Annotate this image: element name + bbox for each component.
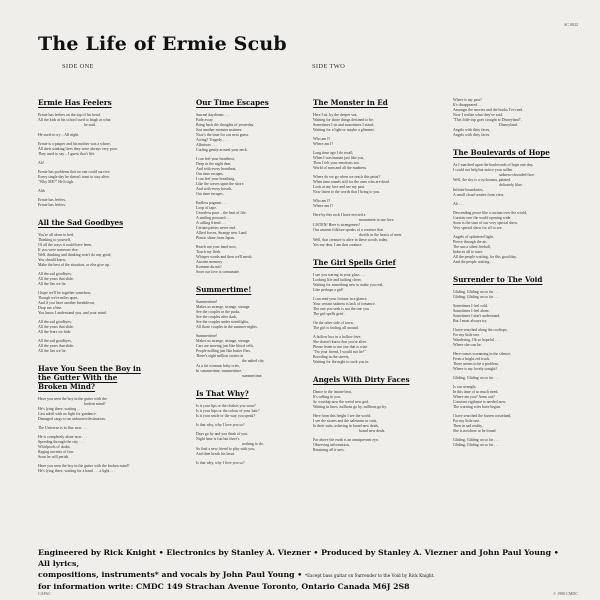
lyric-line: The sun a silent fireball, — [453, 245, 491, 249]
lyric-line: Is it your hips or the colour of your hair? — [196, 409, 260, 413]
lyric-line: Induces all to stare. — [453, 250, 484, 254]
lyric-stanza — [38, 189, 142, 194]
lyric-line: Wandering, Oh so hopeful . . . — [453, 338, 500, 342]
lyric-line: Have you seen the boy in the gutter with the — [38, 397, 107, 401]
lyric-line: Now's the time for our next guest. — [196, 133, 249, 137]
lyric-stanza — [196, 334, 300, 379]
lyrics-column-1 — [38, 98, 142, 484]
lyric-line: Touch my flesh. — [196, 250, 222, 254]
lyric-stanza — [453, 163, 557, 198]
song-title: Surrender to The Void — [453, 275, 543, 284]
lyric-line: As a fat womans baby cries, — [196, 364, 240, 368]
lyric-line: "I'm your friend, I would not lie!" — [313, 350, 366, 354]
lyric-stanza — [38, 339, 142, 354]
lyric-line: Makes us strange, strange, strange. — [196, 339, 251, 343]
lyric-line: Is that why, why I love you so? — [196, 461, 245, 465]
lyric-line: Ermie has feelers, — [38, 198, 66, 202]
lyric-stanza — [313, 213, 417, 248]
album-title: The Life of Ermie Scub — [38, 33, 287, 55]
catalog-number: SC 8022 — [564, 22, 578, 27]
lyric-line: When time stands still for the ones who are dead. — [313, 180, 390, 184]
lyric-stanza — [313, 390, 417, 410]
lyric-line: Soon he will perish. — [38, 455, 70, 459]
lyric-line: People milling just like butter flies. — [196, 349, 251, 353]
lyric-line: Our time escapes. — [196, 172, 224, 176]
lyric-stanza — [38, 272, 142, 287]
song — [38, 218, 142, 354]
lyric-line: All the people waiting, for this good day, — [453, 255, 517, 259]
lyric-line: All the sad goodbyes, — [38, 272, 72, 276]
lyric-stanza — [453, 235, 557, 265]
song — [313, 98, 417, 248]
lyric-line: So worship now the weird new god. — [313, 400, 370, 404]
lyric-line: Angels of splintered light, — [453, 235, 494, 239]
lyric-stanza — [313, 113, 417, 133]
lyric-stanza — [313, 137, 417, 147]
lyric-line: Sometimes I sit and sometimes I stand, — [313, 123, 374, 127]
song — [453, 98, 557, 138]
lyric-line: The one you seek is not the one you — [313, 307, 369, 311]
lyric-stanza — [196, 300, 300, 330]
lyric-line: Certain parties never end. — [196, 226, 236, 230]
lyric-line: I have searched along the rooftops, — [453, 328, 508, 332]
lyric-line: Dance to the insane beat, — [313, 390, 352, 394]
lyric-line: Speeding through the city . . . — [38, 440, 84, 444]
lyric-line: Thinking to yourself, — [38, 238, 71, 242]
lyric-line: brand new deals. — [359, 429, 386, 433]
lyric-stanza — [196, 432, 300, 457]
credits — [38, 547, 568, 592]
song-title: Angels With Dirty Faces — [313, 375, 410, 384]
lyric-stanza — [453, 328, 557, 348]
lyric-stanza — [313, 151, 417, 171]
lyric-line: All their stinking lives they were always very poor. — [38, 147, 118, 151]
lyric-stanza — [313, 321, 417, 331]
lyric-stanza — [38, 464, 142, 474]
lyric-line: I can read your fortune in a glance. — [313, 297, 368, 301]
lyric-line: In summertime, summertime, — [196, 369, 243, 373]
lyric-line: Who am I? — [313, 137, 331, 141]
lyric-stanza — [196, 113, 300, 153]
lyric-stanza — [38, 397, 142, 422]
lyric-line: Long time ago I do recall, — [313, 151, 354, 155]
song-title: Have You Seen the Boy in the Gutter With the Broken Mind? — [38, 364, 141, 391]
lyric-stanza — [313, 438, 417, 453]
lyric-stanza — [38, 435, 142, 460]
lyric-line: Deep in the night dear. — [196, 162, 232, 166]
lyric-line: Now listen to the words that I bring to you. — [313, 190, 381, 194]
lyric-line: Ermie is a pauper and his mother was a whore. — [38, 142, 111, 146]
lyric-line: Where am I? — [313, 204, 334, 208]
lyric-line: All the sad goodbyes, — [38, 339, 72, 343]
lyric-line: Looking life and lacking cheer, — [313, 278, 362, 282]
credits-footnote: *Except bass guitar on Surrender to the Void by Rick Knight. — [304, 573, 435, 578]
side-one-label: SIDE ONE — [62, 63, 94, 70]
lyric-line: summertime. — [242, 374, 263, 378]
lyric-line: I can feel your breathing, — [196, 177, 236, 181]
lyric-line: Retaining all it sees. — [313, 448, 345, 452]
lyric-line: Ermie has feelers. — [38, 203, 66, 207]
song-title: Is That Why? — [196, 389, 249, 398]
lyric-line: Here I sit, by the deeper sea, — [313, 113, 358, 117]
lyric-line: Waiting in lines, millions go by, millions go by. — [313, 405, 387, 409]
lyric-line: He's lying there, waiting for a hand . . . a light . . . — [38, 469, 116, 473]
lyric-line: A calling friend . . . — [196, 221, 227, 225]
lyric-line: sadness-shrouded face. — [499, 173, 535, 177]
lyric-line: Curtain over the world opening wide. — [453, 216, 512, 220]
lyric-line: Your certain sadness is lack of romance. — [313, 302, 376, 306]
lyric-line: Then I felt your emotions too. — [313, 161, 360, 165]
lyric-line: Well, the sky is a cyclorama, painted — [453, 178, 511, 182]
lyric-line: Sometimes I don't understand, — [453, 314, 501, 318]
lyric-line: Days go by and you think of you. — [196, 432, 249, 436]
song-title: Our Time Escapes — [196, 98, 269, 107]
lyric-line: It's calling to you. — [313, 395, 341, 399]
lyric-line: Gliding, Gliding on so far . . . — [453, 443, 500, 447]
lyric-line: Is that why, why I love you so? — [196, 423, 245, 427]
lyric-line: All the kids at his school used to laugh at what — [38, 118, 111, 122]
song-title: The Boulevards of Hope — [453, 148, 550, 157]
lyric-stanza — [453, 414, 557, 434]
song — [453, 148, 557, 265]
lyric-stanza — [38, 161, 142, 166]
lyric-line: Where are you? Arms out? — [453, 395, 495, 399]
lyric-line: All the fears we hide. — [38, 330, 72, 334]
lyric-stanza — [196, 423, 300, 428]
lyric-line: Drop me a line. — [38, 306, 63, 310]
lyric-stanza — [313, 273, 417, 293]
lyric-line: All the years that slide. — [38, 277, 74, 281]
lyric-line: Sometimes I feel cold. — [453, 304, 489, 308]
lyric-line: Where do we go when we reach this point? — [313, 175, 381, 179]
lyric-line: Make the best of the situation, or else give up. — [38, 263, 110, 267]
lyric-line: I see the stones and the salesmen in suits, — [313, 419, 378, 423]
credits-line-3: for information write: CMDC 149 Strachan Avenue Toronto, Ontario Canada M6J 2S8 — [38, 582, 410, 591]
lyric-line: broken mind? — [84, 402, 106, 406]
lyric-line: Cars are moving just like blood cells, — [196, 344, 255, 348]
lyric-line: Here from this height I see the world. — [313, 414, 372, 418]
lyric-line: It's disappeared . . . — [453, 103, 483, 107]
song-title: All the Sad Goodbyes — [38, 218, 124, 227]
lyric-line: Descending peace like a curtain over the world, — [453, 211, 528, 215]
lyric-line: Here comes screaming in the silence, — [453, 352, 511, 356]
lyric-line: Pierce through the air. — [453, 240, 488, 244]
lyric-line: Kommst du mit! — [196, 265, 222, 269]
lyric-line: Gliding, Gliding on so far . . . — [453, 438, 500, 442]
lyric-line: Just another monster matinee. — [196, 128, 243, 132]
lyric-line: Ahh — [38, 189, 45, 193]
lyric-line: Yes my dear, I am that creature. — [313, 243, 363, 247]
lyric-line: Surreal daydream . . . — [196, 113, 230, 117]
lyric-line: In this time of so much need, — [453, 390, 499, 394]
song — [196, 389, 300, 466]
lyric-line: Reach out your hand now, — [196, 245, 237, 249]
lyric-line: Ermie has feelers on the top of his head, — [38, 113, 101, 117]
credits-line-2-text: compositions, instruments* and vocals by John Paul Young • — [38, 570, 303, 579]
lyric-stanza — [313, 297, 417, 317]
lyric-line: Ah . . . — [453, 202, 464, 206]
lyric-line: A smiling postcard . . . — [196, 216, 232, 220]
lyric-line: Ancient memory . . . — [196, 260, 229, 264]
lyric-line: She is nowhere to be found. — [453, 429, 497, 433]
lyric-line: Observing information, — [313, 443, 350, 447]
lyric-line: And with every heartbeat, — [196, 167, 237, 171]
lyric-line: Curling gently around your neck. — [196, 148, 248, 152]
lyric-line: Fade away. — [196, 118, 214, 122]
lyric-line: Raging torrents of fear. — [38, 450, 75, 454]
lyric-stanza — [453, 376, 557, 381]
lyric-line: Gliding, Gliding on so far . . . — [453, 295, 500, 299]
lyric-line: Endless pageant . . . — [196, 201, 228, 205]
lyric-line: All the years that slide. — [38, 344, 74, 348]
lyric-line: "Why ME?" He'd sigh. — [38, 180, 74, 184]
lyric-line: Is our strength, — [453, 385, 477, 389]
lyric-line: Waiting for a light or maybe a glimmer. — [313, 128, 375, 132]
lyric-line: Look at my face and see my past. — [313, 185, 366, 189]
lyric-line: For my little one. — [453, 419, 481, 423]
lyric-line: And with every breath, — [196, 187, 232, 191]
lyric-line: All the lies we lie. — [38, 349, 67, 353]
lyric-line: When I was human just like you, — [313, 156, 365, 160]
lyric-line: Soon is the start of our very special show, — [453, 221, 518, 225]
lyric-line: he said. — [84, 123, 96, 127]
lyric-line: But I must always try. — [453, 319, 488, 323]
lyric-line: LISTEN! Here is strangeness! — [313, 223, 360, 227]
lyric-line: Summertime! — [196, 334, 218, 338]
lyric-line: And then break his heart. — [196, 452, 236, 456]
lyric-line: The girl is fooling all around. — [313, 326, 359, 330]
lyric-line: Though we're miles apart, — [38, 296, 79, 300]
lyric-line: A hollow box in a hollow hive, — [313, 335, 362, 339]
song-title: The Monster in Ed — [313, 98, 388, 107]
lyric-line: A small cloud creates from view. — [453, 193, 505, 197]
lyric-line: Where am I? — [313, 142, 334, 146]
lyric-line: All the lies we lie. — [38, 282, 67, 286]
lyric-line: See the couples after dark, — [196, 315, 238, 319]
lyric-line: They used to say – I guess that's life. — [38, 152, 96, 156]
lyric-stanza — [38, 320, 142, 335]
lyric-stanza — [453, 438, 557, 448]
lyric-line: In their suits, ushering in brand new deals, — [313, 424, 380, 428]
lyric-line: Ah! — [38, 161, 45, 165]
lyric-line: She doesn't know that you're alive. — [313, 340, 368, 344]
lyric-line: The warning cries have begun. — [453, 405, 501, 409]
lyric-stanza — [453, 98, 557, 138]
lyric-line: If you were someone else. — [38, 248, 79, 252]
lyric-line: Every single day he doesn't want to stay alive. — [38, 175, 110, 179]
lyrics-column-2 — [196, 98, 300, 476]
song — [196, 285, 300, 379]
lyric-line: Well, that creature is alive in these woods today. — [313, 238, 389, 242]
lyric-line: See the couples under streetlights, — [196, 320, 250, 324]
lyric-line: Loop of tape. — [196, 206, 217, 210]
lyric-line: Sometimes I feel alone. — [453, 309, 490, 313]
footer-copyright: © 1980 CMDC — [553, 591, 578, 596]
lyric-line: Angels with dirty faces, — [453, 128, 491, 132]
song — [38, 98, 142, 208]
lyric-line: Gliding, Gliding on so far . . . — [453, 376, 500, 380]
lyric-line: Please listen to me one that is wise. — [313, 345, 369, 349]
lyric-line: Have you seen the boy in the gutter with the broken mind? — [38, 464, 130, 468]
lyric-stanza — [313, 335, 417, 365]
song — [313, 258, 417, 365]
lyric-line: You're all alone in bed, — [38, 233, 74, 237]
lyric-stanza — [38, 426, 142, 431]
lyric-line: delicately blue. — [499, 183, 523, 187]
lyric-line: Is it your lips or the clothes you wear? — [196, 404, 256, 408]
lyric-line: All those couples in the summer nights. — [196, 325, 258, 329]
lyric-line: Makes us strange, strange, strange. — [196, 305, 251, 309]
lyric-line: Cast adrift with no light for guidance. — [38, 412, 97, 416]
lyric-line: Brooding in the streets, — [313, 355, 350, 359]
lyric-line: For my little one. — [453, 333, 481, 337]
lyric-line: Like perhaps a girl! — [313, 288, 344, 292]
lyric-line: Constant vigilance is needed now, — [453, 400, 507, 404]
lyric-line: Bring back the thoughts of yesterday. — [196, 123, 255, 127]
lyric-stanza — [38, 233, 142, 268]
lyric-line: There's eight million stories in — [196, 354, 244, 358]
lyrics-column-3 — [313, 98, 417, 463]
lyric-line: Of all the ways it could have been, — [38, 243, 93, 247]
lyric-line: The girl spells grief. — [313, 312, 345, 316]
lyric-line: Allied forces, Strange new Land — [196, 231, 247, 235]
lyric-stanza — [453, 385, 557, 410]
lyric-line: On the other side of town, — [313, 321, 354, 325]
lyric-stanza — [38, 198, 142, 208]
lyric-line: All the years that slide. — [38, 325, 74, 329]
lyric-line: The Universe is in flux now . . . — [38, 426, 88, 430]
lyric-line: "This little trip goes straight to Disneyland", — [453, 118, 522, 122]
lyric-line: Waiting for the night to suck you in. — [313, 360, 370, 364]
lyric-line: Waiting for something new to make you real, — [313, 283, 384, 287]
lyric-line: So find a new friend to play with you, — [196, 447, 256, 451]
side-two-label: SIDE TWO — [312, 63, 346, 70]
lyric-line: Ermie has problems that no one could survive. — [38, 170, 111, 174]
lyric-stanza — [196, 201, 300, 241]
credits-line-1: Engineered by Rick Knight • Electronics by Stanley A. Viezner • Produced by Stanley A. Viezner and John Paul Young • All lyrics, — [38, 548, 559, 568]
lyric-line: I can feel your heartbeat, — [196, 157, 235, 161]
lyric-line: Damaged cargo to an unknown destination. — [38, 417, 106, 421]
song — [38, 364, 142, 474]
lyric-line: Soon our love is consumate. — [196, 270, 240, 274]
lyric-stanza — [313, 414, 417, 434]
lyric-line: Where she can be. — [453, 343, 482, 347]
lyric-line: I could not help but notice your sullen — [453, 168, 513, 172]
lyric-line: From a bright red truck. — [453, 357, 491, 361]
lyric-stanza — [196, 461, 300, 466]
lyric-line: nothing to do. — [242, 442, 264, 446]
lyric-line: Our ancient folklore speaks of a creature that — [313, 228, 384, 232]
lyric-line: Waiting for those things destined to be. — [313, 118, 374, 122]
song — [196, 98, 300, 275]
lyric-line: See the couples in the parks, — [196, 310, 241, 314]
lyric-line: Who am I? — [313, 199, 331, 203]
lyric-line: Amongst the movies and the books I've read. — [453, 108, 524, 112]
lyric-line: I hope we'll be together somehow, — [38, 291, 92, 295]
lyric-line: All the sad goodbyes, — [38, 320, 72, 324]
lyric-line: And if you have another breakdown, — [38, 301, 96, 305]
lyric-line: He used to cry – All night. — [38, 133, 80, 137]
lyric-line: Well, thinking and thinking won't do any good, — [38, 253, 112, 257]
lyric-line: Angels with dirty faces. — [453, 133, 491, 137]
lyric-line: You should know, — [38, 258, 66, 262]
lyric-stanza — [196, 245, 300, 275]
lyric-stanza — [196, 404, 300, 419]
lyric-stanza — [453, 304, 557, 324]
lyric-line: Very special show for all to see. — [453, 226, 503, 230]
lyric-stanza — [453, 211, 557, 231]
lyric-line: World of men and all the madness. — [313, 166, 368, 170]
lyric-line: Where is my lovely tonight? — [453, 367, 498, 371]
lyric-line: I see you staring in your glass . . . — [313, 273, 366, 277]
lyric-line: Infinite boundaries, — [453, 188, 484, 192]
lyric-line: Like the waves upon the shore. — [196, 182, 245, 186]
credits-line-2 — [38, 569, 568, 581]
lyric-line: Ceaseless pace – the beat of life. — [196, 211, 247, 215]
lyric-stanza — [313, 175, 417, 195]
lyric-line: You know I understand you, and your mind. — [38, 311, 107, 315]
song — [313, 375, 417, 453]
lyric-line: Then in sad reality, — [453, 424, 483, 428]
lyric-line: monument to our love. — [359, 218, 395, 222]
lyric-stanza — [196, 157, 300, 197]
song-title: The Girl Spells Grief — [313, 258, 396, 267]
lyric-line: Night time is fun but there's — [196, 437, 240, 441]
lyric-line: the naked city — [242, 359, 264, 363]
song — [453, 275, 557, 448]
lyric-line: Plastic shine from Japan. — [196, 236, 235, 240]
lyric-stanza — [38, 113, 142, 138]
lyric-line: He's lying there, waiting . . . — [38, 407, 82, 411]
lyric-stanza — [38, 142, 142, 157]
lyric-line: Here by this rock I have erected a — [313, 213, 366, 217]
lyric-stanza — [453, 352, 557, 372]
lyric-stanza — [453, 202, 557, 207]
lyric-line: Now I realize what they've said, — [453, 113, 503, 117]
song-title: Summertime! — [196, 285, 252, 294]
lyric-line: And the people waiting . . . — [453, 260, 496, 264]
lyrics-column-4 — [453, 98, 557, 458]
lyric-line: Disneyland. — [499, 123, 518, 127]
lyric-line: Albatross . . . — [196, 143, 217, 147]
lyric-line: As I marched upon the boulevards of hope one day, — [453, 163, 534, 167]
song-title: Ermie Has Feelers — [38, 98, 112, 107]
lyric-line: There seems to be a problem, — [453, 362, 499, 366]
lyric-stanza — [38, 170, 142, 185]
lyric-line: Acting? Tragedy . . . — [196, 138, 228, 142]
lyric-stanza — [313, 199, 417, 209]
lyric-line: He is completely alone now . . . — [38, 435, 88, 439]
lyric-line: Whisper words and then we'll mesh. — [196, 255, 253, 259]
lyric-line: Far above the earth is an omnipresent eye, — [313, 438, 379, 442]
footer-capac: CAPAC — [38, 591, 51, 596]
lyric-line: Summertime! — [196, 300, 218, 304]
lyric-line: Where is my past? — [453, 98, 482, 102]
lyric-line: Is it your smile or the way you speak? — [196, 414, 256, 418]
lyric-stanza — [453, 290, 557, 300]
lyric-line: Our time escapes. — [196, 192, 224, 196]
lyric-line: I have searched the barren wasteland, — [453, 414, 512, 418]
lyric-line: Whirlpools of doubt, — [38, 445, 71, 449]
lyric-stanza — [38, 291, 142, 316]
lyric-line: dwells in the hearts of men. — [359, 233, 403, 237]
lyric-line: Gliding, Gliding on so far . . . — [453, 290, 500, 294]
